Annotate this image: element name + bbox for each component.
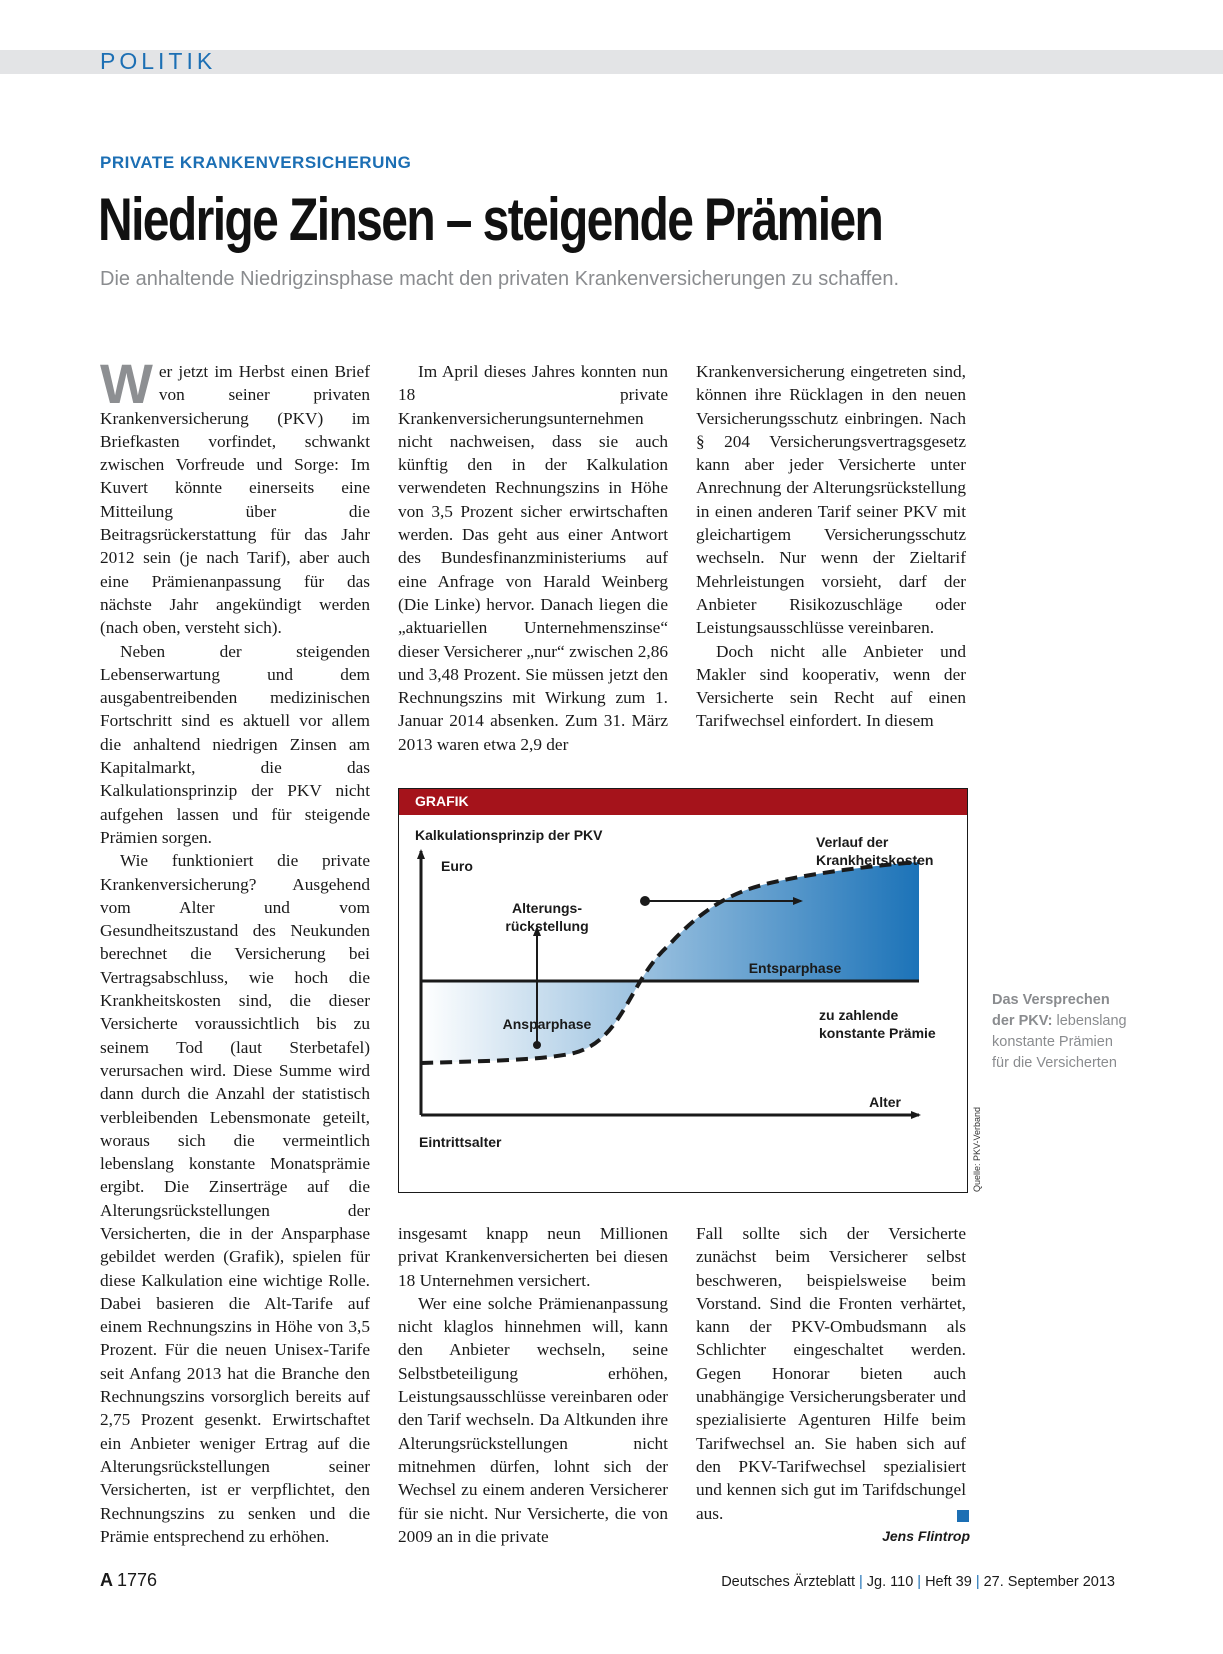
section-label: POLITIK [100, 48, 217, 74]
paragraph: Krankenversicherung eingetreten sind, können ihre Rücklagen in den neuen Versicherungsschutz einbringen. Nach § 204 Versicherungsvertragsgesetz kann aber jeder Versicherte unter Anrechnung der Alterungsrückstellung in einen anderen Tarif seiner PKV mit gleichartigem Versicherungsschutz wechseln. Nur wenn der Zieltarif Mehrleistungen vorsieht, darf der Anbieter Risikozuschläge oder Leistungsausschlüsse vereinbaren. [696, 362, 966, 638]
paragraph: Fall sollte sich der Versicherte zunächst beim Versicherer selbst beschweren, beispielsweise beim Vorstand. Sind die Fronten verhärtet, kann der PKV-Ombudsmann als Schlichter eingeschaltet werden. Gegen Honorar bieten auch unabhängige Versicherungsberater und spezialisierte Agenturen Hilfe beim Tarifwechsel an. Sie haben sich auf den PKV-Tarifwechsel spezialisiert und kennen sich gut im Tarifdschungel aus. [696, 1224, 966, 1523]
pkv-graphic [398, 788, 968, 1193]
journal-date: 27. September 2013 [983, 1574, 1115, 1590]
entry-age-label: Eintrittsalter [419, 1134, 502, 1150]
paragraph: insgesamt knapp neun Millionen privat Krankenversicherten bei diesen 18 Unternehmen versichert. [398, 1224, 668, 1290]
paragraph: Doch nicht alle Anbieter und Makler sind kooperativ, wenn der Versicherte sein Recht auf einen Tarifwechsel einfordert. In diesem [696, 641, 966, 731]
journal-volume: Jg. 110 [866, 1574, 914, 1590]
withdrawal-phase-label: Entsparphase [748, 960, 842, 976]
reserve-dot [533, 1041, 541, 1049]
paragraph: Neben der steigenden Lebenserwartung und dem ausgabentreibenden medizinischen Fortschritt sind es aktuell vor allem die anhaltend niedrigen Zinsen am Kapitalmarkt, die das Kalkulationsprinzip der PKV nicht aufgehen lassen und für steigende Prämien sorgen. [100, 641, 370, 847]
cost-curve-label-2: Krankheitskosten [816, 852, 934, 868]
paragraph: Wer eine solche Prämienanpassung nicht klaglos hinnehmen will, kann den Anbieter wechseln, seine Selbstbeteiligung erhöhen, Leistungsausschlüsse vereinbaren oder den Tarif wechseln. Da Altkunden ihre Alterungsrückstellungen nicht mitnehmen dürfen, lohnt sich der Wechsel zu einem anderen Versicherer für sie nicht. Nur Versicherte, die von 2009 an in die private [398, 1293, 668, 1546]
journal-footer: Deutsches Ärzteblatt | Jg. 110 | Heft 39 | 27. September 2013 [721, 1574, 1115, 1590]
author-byline: Jens Flintrop [882, 1528, 970, 1544]
premium-label-1: zu zahlende [819, 1007, 899, 1023]
page-number [100, 1570, 157, 1591]
body-column-2-top [398, 360, 668, 756]
paragraph: Wer jetzt im Herbst einen Brief von seiner privaten Krankenversicherung (PKV) im Briefkasten vorfindet, schwankt zwischen Vorfreude und Sorge: Im Kuvert könnte einerseits eine Mitteilung über die Beitragsrückerstattung für das Jahr 2012 sein (je nach Tarif), aber auch eine Prämienanpassung für das nächste Jahr angekündigt werden (nach oben, versteht sich). [100, 352, 370, 638]
page-number-value: 1776 [117, 1570, 158, 1590]
journal-issue: Heft 39 [925, 1574, 972, 1590]
paragraph: Im April dieses Jahres konnten nun 18 private Krankenversicherungsunternehmen nicht nachweisen, dass sie auch künftig den in der Kalkulation verwendeten Rechnungszins in Höhe von 3,5 Prozent sicher erwirtschaften werden. Das geht aus einer Antwort des Bundesfinanzministeriums auf eine Anfrage von Harald Weinberg (Die Linke) hervor. Danach liegen die „aktuariellen Unternehmenszinse“ dieser Versicherer „nur“ zwischen 2,86 und 3,48 Prozent. Sie müssen jetzt den Rechnungszins mit Wirkung zum 1. Januar 2014 absenken. Zum 31. März 2013 waren etwa 2,9 der [398, 362, 668, 754]
graphic-header-label: GRAFIK [415, 793, 469, 809]
caption-bold: Das Versprechen der PKV: [992, 992, 1110, 1029]
body-column-2-bottom [398, 1222, 668, 1548]
article-standfirst: Die anhaltende Niedrigzinsphase macht den privaten Krankenversicherungen zu schaffen. [100, 268, 900, 290]
premium-label-2: konstante Prämie [819, 1025, 936, 1041]
article-kicker: PRIVATE KRANKENVERSICHERUNG [100, 153, 412, 172]
reserve-label-1: Alterungs- [512, 900, 582, 916]
saving-phase-label: Ansparphase [502, 1016, 592, 1032]
article-headline: Niedrige Zinsen – steigende Prämien [98, 186, 883, 253]
body-column-3-top [696, 360, 966, 733]
graphic-diagram [399, 815, 966, 1191]
end-mark-icon [957, 1510, 969, 1522]
graphic-caption [992, 990, 1127, 1074]
reserve-label-2: rückstellung [505, 918, 589, 934]
y-axis-label: Euro [441, 858, 473, 874]
drop-cap: W [100, 352, 153, 415]
caption-text: lebenslang konstante Prämien für die Versicherten [992, 1013, 1127, 1071]
body-column-3-bottom [696, 1222, 966, 1525]
paragraph: Wie funktioniert die private Krankenversicherung? Ausgehend vom Alter und vom Gesundheitszustand des Neukunden berechnet die Versicherung bei Vertragsabschluss, wie hoch die Krankheitskosten sind, die dieser Versicherte voraussichtlich bis zu seinem Tod (laut Sterbetafel) verursachen wird. Diese Summe wird dann durch die Anzahl der statistisch verbleibenden Lebensmonate geteilt, woraus sich die vermeintlich lebenslang konstante Monatsprämie ergibt. Die Zinserträge auf die Alterungsrückstellungen der Versicherten, die in der Ansparphase gebildet werden (Grafik), spielen für diese Kalkulation eine wichtige Rolle. Dabei basieren die Alt-Tarife auf einem Rechnungszins in Höhe von 3,5 Prozent. Für die neuen Unisex-Tarife seit Anfang 2013 hat die Branche den Rechnungszins vorsorglich bereits auf 2,75 Prozent gesenkt. Erwirtschaftet ein Anbieter weniger Ertrag auf die Alterungsrückstellungen seiner Versicherten, ist er verpflichtet, den Rechnungszins zu senken und die Prämie entsprechend zu erhöhen. [100, 851, 370, 1546]
graphic-source: Quelle: PKV-Verband [972, 1106, 982, 1192]
graphic-title: Kalkulationsprinzip der PKV [415, 827, 603, 843]
page-prefix: A [100, 1570, 113, 1590]
x-axis-label: Alter [869, 1094, 901, 1110]
journal-name: Deutsches Ärzteblatt [721, 1574, 855, 1590]
withdrawal-dot [640, 896, 650, 906]
body-column-1 [100, 352, 370, 1548]
graphic-header [399, 789, 967, 815]
cost-curve-label-1: Verlauf der [816, 834, 889, 850]
